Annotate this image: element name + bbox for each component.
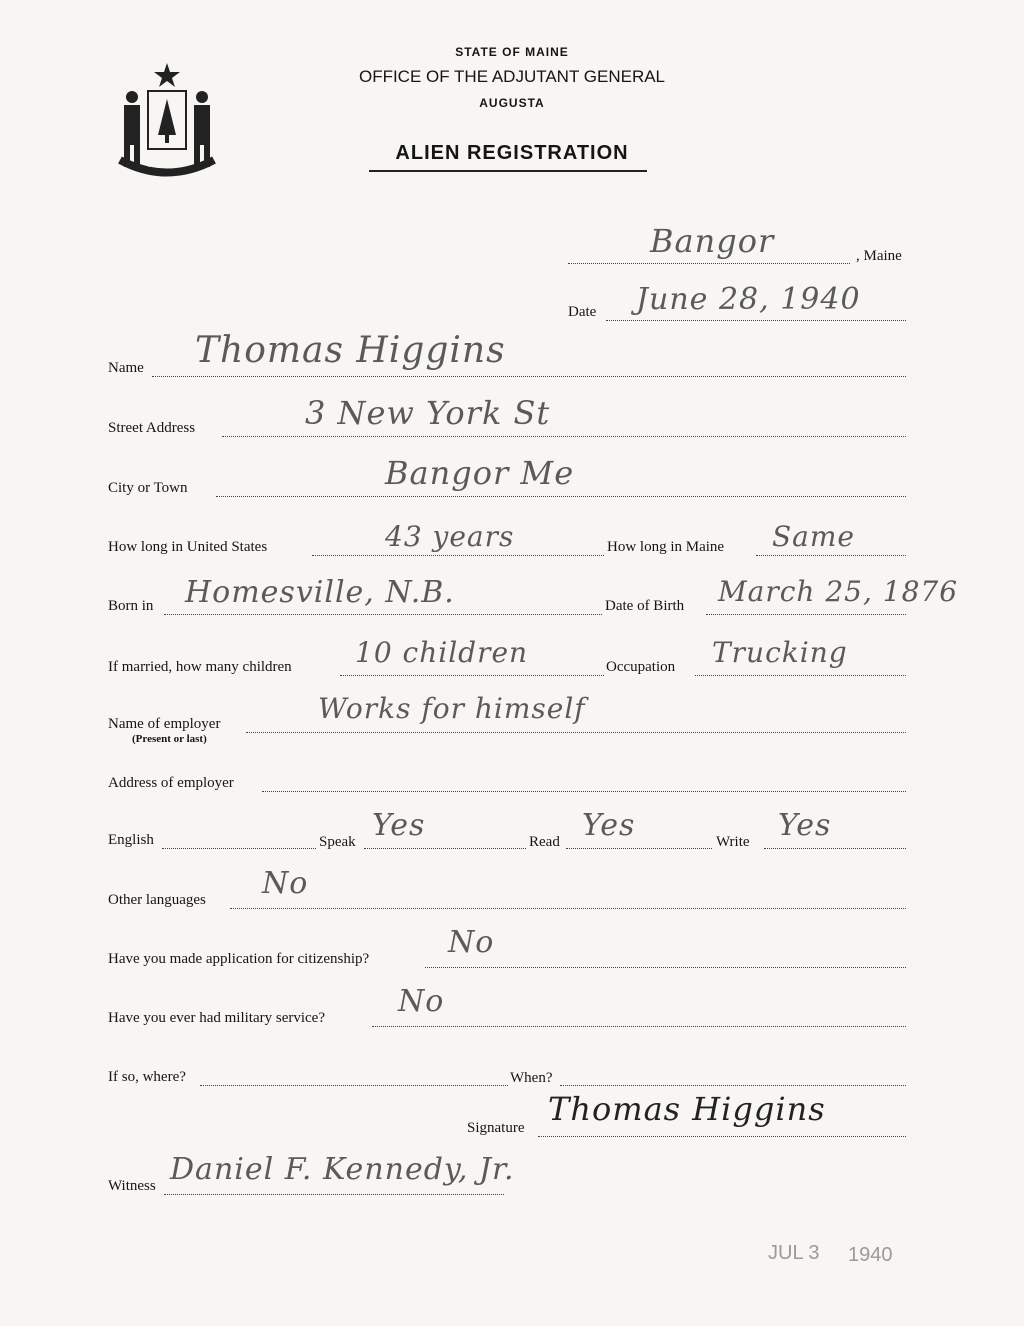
military-value: No (398, 984, 445, 1019)
where-line (200, 1085, 508, 1086)
occupation-label: Occupation (606, 659, 676, 675)
employer-line (246, 732, 906, 733)
street-value: 3 New York St (305, 394, 551, 432)
maine-years-value: Same (772, 520, 855, 553)
witness-line (164, 1194, 504, 1195)
write-value: Yes (778, 808, 832, 843)
date-value: June 28, 1940 (636, 282, 861, 317)
witness-value: Daniel F. Kennedy, Jr. (170, 1152, 515, 1187)
signature-line (538, 1136, 906, 1137)
employer-address-line (262, 791, 906, 792)
citizenship-line (425, 967, 906, 968)
other-languages-value: No (262, 866, 309, 901)
born-line (164, 614, 602, 615)
english-line (162, 848, 316, 849)
stamp-year: 1940 (848, 1244, 893, 1266)
seal-motto: MAINE (148, 159, 181, 170)
form-title: ALIEN REGISTRATION (395, 142, 629, 164)
state-heading: STATE OF MAINE (455, 45, 569, 59)
name-label: Name (108, 360, 144, 376)
witness-label: Witness (108, 1178, 156, 1194)
town-line (568, 263, 850, 264)
signature-value: Thomas Higgins (548, 1090, 826, 1128)
when-label: When? (510, 1070, 553, 1086)
children-label: If married, how many children (108, 659, 292, 675)
city-line (216, 496, 906, 497)
dob-label: Date of Birth (605, 598, 685, 614)
city-heading: AUGUSTA (479, 96, 545, 110)
citizenship-label: Have you made application for citizenship? (108, 951, 370, 967)
employer-note: (Present or last) (132, 733, 207, 745)
us-years-line (312, 555, 604, 556)
born-value: Homesville, N.B. (185, 575, 455, 610)
name-line (152, 376, 906, 377)
us-years-label: How long in United States (108, 539, 268, 555)
signature-label: Signature (467, 1120, 525, 1136)
read-label: Read (529, 834, 560, 850)
employer-label: Name of employer (108, 716, 221, 732)
children-line (340, 675, 604, 676)
military-line (372, 1026, 906, 1027)
maine-label: , Maine (856, 248, 902, 264)
write-label: Write (716, 834, 750, 850)
street-line (222, 436, 906, 437)
dob-line (706, 614, 906, 615)
maine-years-line (756, 555, 906, 556)
town-value: Bangor (650, 222, 775, 260)
military-label: Have you ever had military service? (108, 1010, 325, 1026)
other-languages-line (230, 908, 906, 909)
street-label: Street Address (108, 420, 196, 436)
occupation-value: Trucking (712, 636, 848, 669)
occupation-line (695, 675, 906, 676)
where-label: If so, where? (108, 1069, 186, 1085)
name-value: Thomas Higgins (195, 330, 506, 371)
title-underline (369, 170, 647, 172)
us-years-value: 43 years (385, 520, 515, 553)
english-label: English (108, 832, 154, 848)
speak-line (364, 848, 526, 849)
office-heading: OFFICE OF THE ADJUTANT GENERAL (358, 67, 666, 86)
dob-value: March 25, 1876 (718, 575, 959, 608)
born-label: Born in (108, 598, 154, 614)
when-line (560, 1085, 906, 1086)
speak-label: Speak (319, 834, 356, 850)
maine-years-label: How long in Maine (607, 539, 725, 555)
citizenship-value: No (448, 925, 495, 960)
city-label: City or Town (108, 480, 188, 496)
children-value: 10 children (355, 636, 529, 669)
date-line (606, 320, 906, 321)
read-line (566, 848, 712, 849)
other-languages-label: Other languages (108, 892, 206, 908)
stamp-date: JUL 3 (768, 1242, 820, 1264)
employer-value: Works for himself (318, 692, 586, 725)
date-label: Date (568, 304, 597, 320)
write-line (764, 848, 906, 849)
speak-value: Yes (372, 808, 426, 843)
employer-address-label: Address of employer (108, 775, 234, 791)
city-value: Bangor Me (385, 454, 575, 492)
maine-state-seal-icon (110, 55, 225, 185)
read-value: Yes (582, 808, 636, 843)
